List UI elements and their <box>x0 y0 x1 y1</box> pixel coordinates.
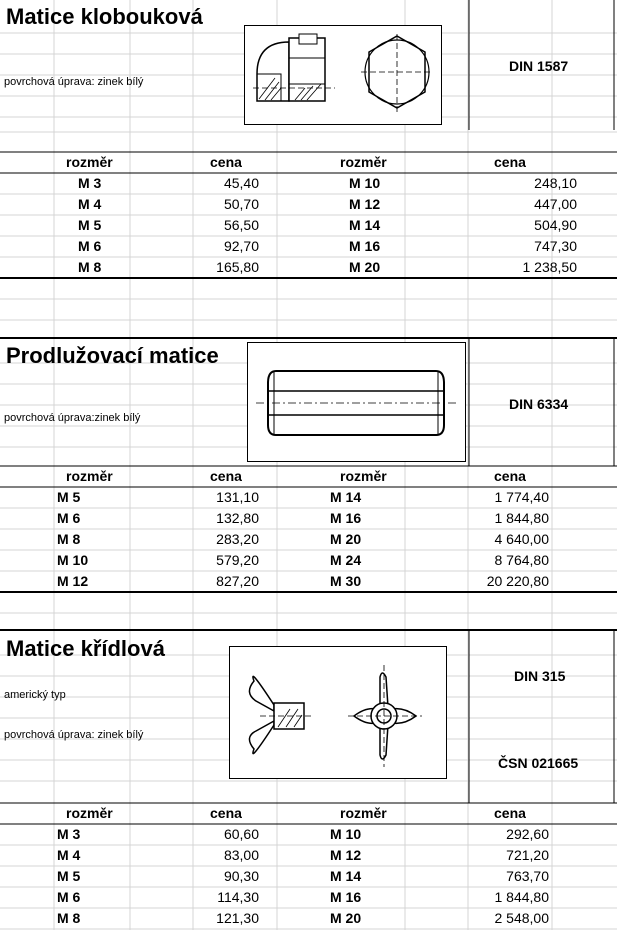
price-cell: 83,00 <box>223 847 259 863</box>
section-title: Matice křídlová <box>6 636 165 661</box>
price-cell: 283,20 <box>216 531 259 547</box>
price-cell: 1 774,40 <box>494 489 549 505</box>
price-cell: 60,60 <box>223 826 259 842</box>
size-cell: M 12 <box>349 196 381 212</box>
size-cell: M 10 <box>57 552 89 568</box>
csn-code: ČSN 021665 <box>498 755 579 771</box>
column-header-size: rozměr <box>340 468 387 484</box>
price-cell: 20 220,80 <box>486 573 549 589</box>
size-cell: M 16 <box>330 510 362 526</box>
section-title: Prodlužovací matice <box>6 343 219 368</box>
price-cell: 248,10 <box>534 175 577 191</box>
size-cell: M 8 <box>57 531 81 547</box>
size-cell: M 14 <box>330 868 362 884</box>
size-cell: M 12 <box>330 847 362 863</box>
price-cell: 56,50 <box>223 217 259 233</box>
wing-nut-drawing-icon <box>229 646 447 779</box>
section-title: Matice klobouková <box>6 4 203 29</box>
size-cell: M 5 <box>57 489 81 505</box>
size-cell: M 24 <box>330 552 362 568</box>
size-cell: M 16 <box>349 238 381 254</box>
price-cell: 45,40 <box>223 175 259 191</box>
size-cell: M 20 <box>349 259 381 275</box>
size-cell: M 8 <box>78 259 102 275</box>
size-cell: M 5 <box>78 217 102 233</box>
price-cell: 1 844,80 <box>494 889 549 905</box>
size-cell: M 5 <box>57 868 81 884</box>
size-cell: M 3 <box>78 175 102 191</box>
cap-nut-drawing-icon <box>244 25 442 125</box>
size-cell: M 6 <box>78 238 102 254</box>
price-cell: 90,30 <box>223 868 259 884</box>
price-cell: 763,70 <box>506 868 549 884</box>
size-cell: M 16 <box>330 889 362 905</box>
price-cell: 721,20 <box>506 847 549 863</box>
price-cell: 8 764,80 <box>494 552 549 568</box>
price-cell: 747,30 <box>534 238 577 254</box>
price-cell: 132,80 <box>216 510 259 526</box>
price-cell: 114,30 <box>217 889 259 905</box>
price-cell: 579,20 <box>216 552 259 568</box>
size-cell: M 4 <box>78 196 102 212</box>
column-header-size: rozměr <box>340 154 387 170</box>
column-header-size: rozměr <box>340 805 387 821</box>
price-cell: 447,00 <box>534 196 577 212</box>
price-cell: 1 238,50 <box>522 259 577 275</box>
price-cell: 1 844,80 <box>494 510 549 526</box>
price-cell: 292,60 <box>506 826 549 842</box>
size-cell: M 14 <box>349 217 381 233</box>
column-header-price: cena <box>210 154 242 170</box>
column-header-price: cena <box>494 805 526 821</box>
size-cell: M 10 <box>349 175 381 191</box>
size-cell: M 12 <box>57 573 89 589</box>
price-cell: 121,30 <box>216 910 259 926</box>
hex-coupling-nut-drawing-icon <box>247 342 466 462</box>
size-cell: M 6 <box>57 510 81 526</box>
size-cell: M 4 <box>57 847 81 863</box>
price-cell: 50,70 <box>223 196 259 212</box>
type-note: americký typ <box>4 689 66 701</box>
column-header-size: rozměr <box>66 468 113 484</box>
surface-note: povrchová úprava: zinek bílý <box>4 729 144 741</box>
size-cell: M 20 <box>330 531 362 547</box>
size-cell: M 10 <box>330 826 362 842</box>
size-cell: M 20 <box>330 910 362 926</box>
price-cell: 4 640,00 <box>494 531 549 547</box>
din-code: DIN 6334 <box>509 396 569 412</box>
size-cell: M 8 <box>57 910 81 926</box>
din-code: DIN 1587 <box>509 58 569 74</box>
size-cell: M 30 <box>330 573 362 589</box>
column-header-size: rozměr <box>66 805 113 821</box>
price-cell: 131,10 <box>216 489 259 505</box>
surface-note: povrchová úprava:zinek bílý <box>4 412 141 424</box>
column-header-price: cena <box>210 468 242 484</box>
price-cell: 827,20 <box>216 573 259 589</box>
surface-note: povrchová úprava: zinek bílý <box>4 76 144 88</box>
column-header-price: cena <box>494 154 526 170</box>
size-cell: M 3 <box>57 826 81 842</box>
price-cell: 92,70 <box>223 238 259 254</box>
column-header-price: cena <box>210 805 242 821</box>
price-cell: 504,90 <box>534 217 577 233</box>
size-cell: M 6 <box>57 889 81 905</box>
din-code: DIN 315 <box>514 668 566 684</box>
price-cell: 165,80 <box>216 259 259 275</box>
column-header-size: rozměr <box>66 154 113 170</box>
size-cell: M 14 <box>330 489 362 505</box>
price-cell: 2 548,00 <box>494 910 549 926</box>
column-header-price: cena <box>494 468 526 484</box>
